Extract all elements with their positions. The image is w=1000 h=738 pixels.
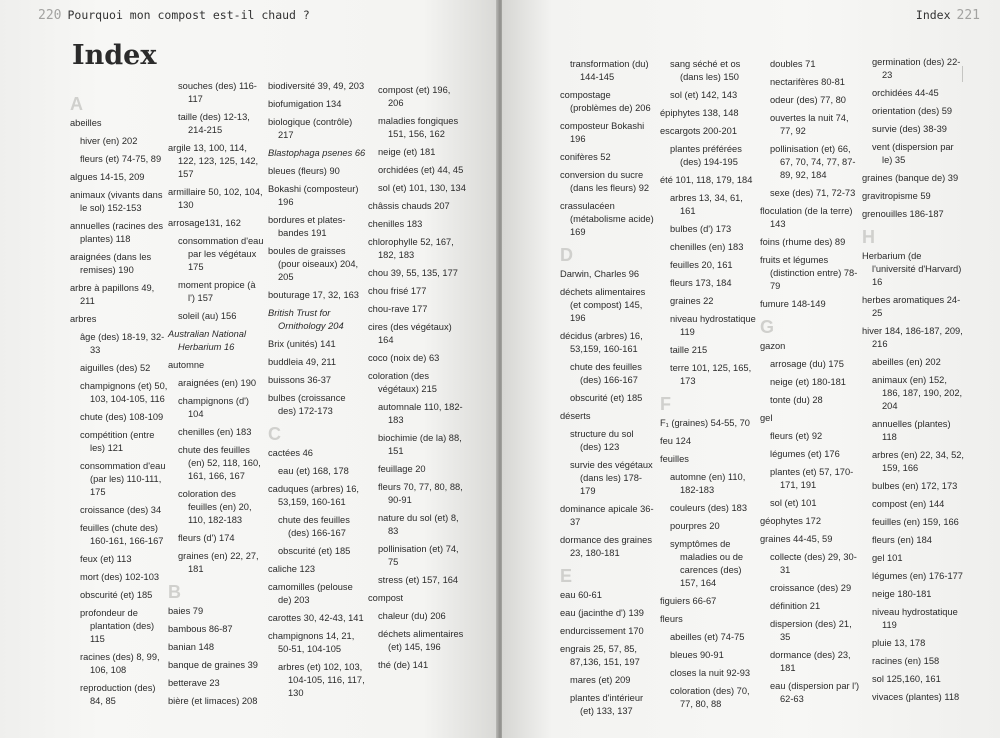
index-subentry: automnale 110, 182-183 xyxy=(378,402,463,425)
index-subentry: bulbes (d') 173 xyxy=(670,224,732,234)
page-mark xyxy=(962,66,963,82)
index-subentry: chute (des) 108-109 xyxy=(80,412,164,422)
index-column-6 xyxy=(660,58,760,716)
index-subentry: neige (et) 181 xyxy=(378,147,436,157)
index-subentry: taille (des) 12-13, 214-215 xyxy=(178,112,250,135)
index-subentry: soleil (au) 156 xyxy=(178,311,237,321)
index-subentry: arbres (en) 22, 34, 52, 159, 166 xyxy=(872,450,964,473)
index-subentry: moment propice (à l') 157 xyxy=(178,280,256,303)
section-letter: C xyxy=(268,424,281,444)
left-page xyxy=(0,0,498,738)
index-entry: abeilles xyxy=(70,118,102,128)
index-entry: chlorophylle 52, 167, 182, 183 xyxy=(368,237,454,260)
index-entry: banque de graines 39 xyxy=(168,660,258,670)
index-entry: bière (et limaces) 208 xyxy=(168,696,258,706)
index-entry: compostage (problèmes de) 206 xyxy=(560,90,651,113)
index-entry: Brix (unités) 141 xyxy=(268,339,336,349)
right-page xyxy=(502,0,1000,738)
index-subentry: animaux (en) 152, 186, 187, 190, 202, 204 xyxy=(872,375,963,411)
section-letter: E xyxy=(560,566,573,586)
index-subentry: plantes (et) 57, 170-171, 191 xyxy=(770,467,854,490)
index-entry: Herbarium (de l'université d'Harvard) 16 xyxy=(862,251,962,287)
index-subentry: graines 22 xyxy=(670,296,714,306)
index-entry: coco (noix de) 63 xyxy=(368,353,440,363)
index-subentry: sol (et) 101, 130, 134 xyxy=(378,183,466,193)
index-subentry: feuillage 20 xyxy=(378,464,426,474)
index-entry: feu 124 xyxy=(660,436,692,446)
index-subentry: orchidées 44-45 xyxy=(872,88,939,98)
index-entry: armillaire 50, 102, 104, 130 xyxy=(168,187,263,210)
index-entry: baies 79 xyxy=(168,606,204,616)
index-entry: araignées (dans les remises) 190 xyxy=(70,252,152,275)
index-subentry: feuilles (en) 159, 166 xyxy=(872,517,959,527)
index-subentry: plantes préférées (des) 194-195 xyxy=(670,144,742,167)
index-subentry: dormance (des) 23, 181 xyxy=(770,650,851,673)
index-subentry: feux (et) 113 xyxy=(80,554,132,564)
index-entry: conversion du sucre (dans les fleurs) 92 xyxy=(560,170,650,193)
index-subentry: bleues 90-91 xyxy=(670,650,724,660)
index-entry: cactées 46 xyxy=(268,448,313,458)
index-subentry: stress (et) 157, 164 xyxy=(378,575,459,585)
index-entry: fumure 148-149 xyxy=(760,299,826,309)
index-subentry: biochimie (de la) 88, 151 xyxy=(378,433,462,456)
index-subentry: abeilles (en) 202 xyxy=(872,357,941,367)
index-subentry: consommation d'eau (par les) 110-111, 175 xyxy=(80,461,166,497)
index-entry: été 101, 118, 179, 184 xyxy=(660,175,753,185)
index-entry: dormance des graines 23, 180-181 xyxy=(560,535,652,558)
index-subentry: terre 101, 125, 165, 173 xyxy=(670,363,752,386)
index-entry: caduques (arbres) 16, 53,159, 160-161 xyxy=(268,484,359,507)
index-subentry: thé (de) 141 xyxy=(378,660,429,670)
index-subentry: tonte (du) 28 xyxy=(770,395,823,405)
index-entry: biologique (contrôle) 217 xyxy=(268,117,353,140)
index-entry: graines 44-45, 59 xyxy=(760,534,833,544)
index-subentry: feuilles 20, 161 xyxy=(670,260,733,270)
index-subentry: fleurs (et) 74-75, 89 xyxy=(80,154,162,164)
index-subentry: ouvertes la nuit 74, 77, 92 xyxy=(770,113,849,136)
index-entry: géophytes 172 xyxy=(760,516,821,526)
index-subentry: annuelles (plantes) 118 xyxy=(872,419,951,442)
section-letter: F xyxy=(660,394,671,414)
index-entry: chou frisé 177 xyxy=(368,286,427,296)
index-subentry: nature du sol (et) 8, 83 xyxy=(378,513,459,536)
index-entry: buddleia 49, 211 xyxy=(268,357,337,367)
index-subentry: sol 125,160, 161 xyxy=(872,674,941,684)
index-column-2 xyxy=(168,80,264,713)
index-entry: gel xyxy=(760,413,773,423)
index-entry: gazon xyxy=(760,341,786,351)
index-entry: feuilles xyxy=(660,454,689,464)
index-subentry: orchidées (et) 44, 45 xyxy=(378,165,464,175)
index-subentry: mares (et) 209 xyxy=(570,675,631,685)
index-entry: chenilles 183 xyxy=(368,219,423,229)
index-entry: herbes aromatiques 24-25 xyxy=(862,295,961,318)
index-subentry: odeur (des) 77, 80 xyxy=(770,95,846,105)
index-subentry: niveau hydrostatique 119 xyxy=(670,314,756,337)
index-subentry: chaleur (du) 206 xyxy=(378,611,446,621)
index-entry: Bokashi (composteur) 196 xyxy=(268,184,359,207)
index-entry: arbres xyxy=(70,314,97,324)
index-entry: endurcissement 170 xyxy=(560,626,644,636)
index-subentry: collecte (des) 29, 30-31 xyxy=(770,552,857,575)
index-entry: figuiers 66-67 xyxy=(660,596,717,606)
index-subentry: closes la nuit 92-93 xyxy=(670,668,751,678)
index-subentry: vent (dispersion par le) 35 xyxy=(872,142,954,165)
index-entry: arbre à papillons 49, 211 xyxy=(70,283,155,306)
index-entry: boules de graisses (pour oiseaux) 204, 205 xyxy=(268,246,359,282)
index-entry: conifères 52 xyxy=(560,152,611,162)
index-entry: hiver 184, 186-187, 209, 216 xyxy=(862,326,963,349)
index-subentry: fleurs 173, 184 xyxy=(670,278,732,288)
index-entry: bleues (fleurs) 90 xyxy=(268,166,340,176)
index-entry: eau (jacinthe d') 139 xyxy=(560,608,644,618)
index-entry: biofumigation 134 xyxy=(268,99,342,109)
index-entry: buissons 36-37 xyxy=(268,375,332,385)
index-entry: floculation (de la terre) 143 xyxy=(760,206,853,229)
index-entry: coloration (des végétaux) 215 xyxy=(368,371,437,394)
section-letter: A xyxy=(70,94,83,114)
index-subentry: doubles 71 xyxy=(770,59,816,69)
index-column-3 xyxy=(268,80,366,705)
index-subentry: maladies fongiques 151, 156, 162 xyxy=(378,116,459,139)
index-subentry: pourpres 20 xyxy=(670,521,720,531)
index-column-1 xyxy=(70,88,170,713)
index-subentry: gel 101 xyxy=(872,553,903,563)
index-subentry: sexe (des) 71, 72-73 xyxy=(770,188,856,198)
index-subentry: symptômes de maladies ou de carences (des) 157, 164 xyxy=(670,539,744,588)
index-subentry: niveau hydrostatique 119 xyxy=(872,607,958,630)
index-subentry: structure du sol (des) 123 xyxy=(570,429,634,452)
index-entry: bulbes (croissance des) 172-173 xyxy=(268,393,346,416)
running-head-index: Index xyxy=(915,8,951,22)
index-subentry: hiver (en) 202 xyxy=(80,136,138,146)
index-entry: arrosage131, 162 xyxy=(168,218,241,228)
index-entry: argile 13, 100, 114, 122, 123, 125, 142, 157 xyxy=(168,143,259,179)
index-subentry: mort (des) 102-103 xyxy=(80,572,160,582)
index-subentry: définition 21 xyxy=(770,601,821,611)
index-entry: animaux (vivants dans le sol) 152-153 xyxy=(70,190,163,213)
index-entry: escargots 200-201 xyxy=(660,126,738,136)
index-subentry: dispersion (des) 21, 35 xyxy=(770,619,852,642)
index-entry: décidus (arbres) 16, 53,159, 160-161 xyxy=(560,331,643,354)
page-number-right: 221 xyxy=(956,8,980,23)
index-subentry: champignons (et) 50, 103, 104-105, 116 xyxy=(80,381,168,404)
index-subentry: survie des végétaux (dans les) 178-179 xyxy=(570,460,653,496)
index-subentry: compost (en) 144 xyxy=(872,499,945,509)
index-subentry: obscurité (et) 185 xyxy=(80,590,153,600)
index-column-7 xyxy=(760,58,860,711)
index-entry: Blastophaga psenes 66 xyxy=(268,148,366,158)
index-entry: composteur Bokashi 196 xyxy=(560,121,645,144)
index-subentry: transformation (du) 144-145 xyxy=(570,59,649,82)
index-entry: British Trust for Ornithology 204 xyxy=(268,308,344,331)
index-column-8 xyxy=(862,56,966,709)
section-letter: G xyxy=(760,317,775,337)
index-subentry: profondeur de plantation (des) 115 xyxy=(80,608,155,644)
index-subentry: chenilles (en) 183 xyxy=(670,242,744,252)
index-subentry: légumes (en) 176-177 xyxy=(872,571,963,581)
index-entry: caliche 123 xyxy=(268,564,316,574)
index-entry: déserts xyxy=(560,411,591,421)
index-entry: déchets alimentaires (et compost) 145, 196 xyxy=(560,287,646,323)
index-subentry: eau (dispersion par l') 62-63 xyxy=(770,681,860,704)
index-subentry: reproduction (des) 84, 85 xyxy=(80,683,156,706)
index-entry: bouturage 17, 32, 163 xyxy=(268,290,359,300)
index-entry: grenouilles 186-187 xyxy=(862,209,944,219)
index-entry: annuelles (racines des plantes) 118 xyxy=(70,221,164,244)
page-title: Index xyxy=(72,40,157,71)
index-subentry: survie (des) 38-39 xyxy=(872,124,947,134)
index-entry: Australian National Herbarium 16 xyxy=(168,329,247,352)
index-subentry: fleurs 70, 77, 80, 88, 90-91 xyxy=(378,482,463,505)
index-entry: automne xyxy=(168,360,205,370)
index-subentry: orientation (des) 59 xyxy=(872,106,953,116)
index-subentry: racines (en) 158 xyxy=(872,656,940,666)
index-subentry: obscurité (et) 185 xyxy=(570,393,643,403)
index-subentry: obscurité (et) 185 xyxy=(278,546,351,556)
index-subentry: germination (des) 22-23 xyxy=(872,57,961,80)
index-subentry: souches (des) 116-117 xyxy=(178,81,257,104)
running-head-title: Pourquoi mon compost est-il chaud ? xyxy=(67,8,310,22)
index-subentry: nectarifères 80-81 xyxy=(770,77,845,87)
index-subentry: âge (des) 18-19, 32-33 xyxy=(80,332,165,355)
index-subentry: plantes d'intérieur (et) 133, 137 xyxy=(570,693,644,716)
index-subentry: couleurs (des) 183 xyxy=(670,503,747,513)
index-entry: fleurs xyxy=(660,614,683,624)
index-entry: banian 148 xyxy=(168,642,215,652)
index-subentry: chenilles (en) 183 xyxy=(178,427,252,437)
index-subentry: sol (et) 142, 143 xyxy=(670,90,738,100)
index-subentry: fleurs (et) 92 xyxy=(770,431,823,441)
index-entry: gravitropisme 59 xyxy=(862,191,931,201)
index-subentry: consommation d'eau par les végétaux 175 xyxy=(178,236,264,272)
index-subentry: légumes (et) 176 xyxy=(770,449,840,459)
index-entry: bordures et plates-bandes 191 xyxy=(268,215,346,238)
index-entry: cires (des végétaux) 164 xyxy=(368,322,452,345)
index-subentry: arbres 13, 34, 61, 161 xyxy=(670,193,743,216)
index-entry: chou-rave 177 xyxy=(368,304,428,314)
index-subentry: araignées (en) 190 xyxy=(178,378,257,388)
index-subentry: pollinisation (et) 66, 67, 70, 74, 77, 87-89, 92, 184 xyxy=(770,144,856,180)
index-subentry: pollinisation (et) 74, 75 xyxy=(378,544,459,567)
index-entry: dominance apicale 36-37 xyxy=(560,504,654,527)
index-subentry: fleurs (en) 184 xyxy=(872,535,932,545)
index-subentry: vivaces (plantes) 118 xyxy=(872,692,960,702)
running-head-right xyxy=(916,8,980,23)
index-entry: châssis chauds 207 xyxy=(368,201,450,211)
section-letter: D xyxy=(560,245,573,265)
index-subentry: champignons (d') 104 xyxy=(178,396,250,419)
index-entry: compost xyxy=(368,593,404,603)
index-subentry: arbres (et) 102, 103, 104-105, 116, 117, 130 xyxy=(278,662,365,698)
index-subentry: chute des feuilles (des) 166-167 xyxy=(278,515,350,538)
index-subentry: croissance (des) 29 xyxy=(770,583,852,593)
page-number-left: 220 xyxy=(38,8,62,23)
index-entry: chou 39, 55, 135, 177 xyxy=(368,268,458,278)
index-subentry: fleurs (d') 174 xyxy=(178,533,235,543)
index-entry: foins (rhume des) 89 xyxy=(760,237,846,247)
index-entry: betterave 23 xyxy=(168,678,220,688)
index-entry: épiphytes 138, 148 xyxy=(660,108,739,118)
index-subentry: arrosage (du) 175 xyxy=(770,359,844,369)
index-entry: camomilles (pelouse de) 203 xyxy=(268,582,353,605)
index-subentry: automne (en) 110, 182-183 xyxy=(670,472,746,495)
index-subentry: coloration (des) 70, 77, 80, 88 xyxy=(670,686,750,709)
index-entry: crassulacéen (métabolisme acide) 169 xyxy=(560,201,654,237)
section-letter: B xyxy=(168,582,181,602)
index-entry: carottes 30, 42-43, 141 xyxy=(268,613,364,623)
index-subentry: sang séché et os (dans les) 150 xyxy=(670,59,741,82)
index-subentry: racines (des) 8, 99, 106, 108 xyxy=(80,652,160,675)
index-subentry: eau (et) 168, 178 xyxy=(278,466,349,476)
index-column-5 xyxy=(560,58,654,723)
index-subentry: graines (en) 22, 27, 181 xyxy=(178,551,259,574)
index-entry: Darwin, Charles 96 xyxy=(560,269,640,279)
index-column-4 xyxy=(368,84,468,677)
index-subentry: compost (et) 196, 206 xyxy=(378,85,451,108)
index-entry: graines (banque de) 39 xyxy=(862,173,959,183)
running-head-left xyxy=(38,8,310,23)
index-subentry: bulbes (en) 172, 173 xyxy=(872,481,958,491)
index-subentry: abeilles (et) 74-75 xyxy=(670,632,745,642)
index-subentry: sol (et) 101 xyxy=(770,498,817,508)
index-subentry: chute des feuilles (en) 52, 118, 160, 161, 166, 167 xyxy=(178,445,261,481)
index-subentry: feuilles (chute des) 160-161, 166-167 xyxy=(80,523,164,546)
index-entry: eau 60-61 xyxy=(560,590,602,600)
index-subentry: chute des feuilles (des) 166-167 xyxy=(570,362,642,385)
index-subentry: pluie 13, 178 xyxy=(872,638,926,648)
index-entry: champignons 14, 21, 50-51, 104-105 xyxy=(268,631,355,654)
index-subentry: déchets alimentaires (et) 145, 196 xyxy=(378,629,464,652)
index-entry: biodiversité 39, 49, 203 xyxy=(268,81,365,91)
index-subentry: coloration des feuilles (en) 20, 110, 182-183 xyxy=(178,489,252,525)
index-entry: fruits et légumes (distinction entre) 78-79 xyxy=(760,255,858,291)
index-entry: engrais 25, 57, 85, 87,136, 151, 197 xyxy=(560,644,640,667)
section-letter: H xyxy=(862,227,875,247)
index-entry: F₁ (graines) 54-55, 70 xyxy=(660,418,750,428)
index-subentry: croissance (des) 34 xyxy=(80,505,162,515)
index-subentry: compétition (entre les) 121 xyxy=(80,430,155,453)
index-subentry: neige (et) 180-181 xyxy=(770,377,846,387)
index-subentry: neige 180-181 xyxy=(872,589,932,599)
index-entry: bambous 86-87 xyxy=(168,624,233,634)
index-subentry: aiguilles (des) 52 xyxy=(80,363,151,373)
index-entry: algues 14-15, 209 xyxy=(70,172,145,182)
index-subentry: taille 215 xyxy=(670,345,708,355)
